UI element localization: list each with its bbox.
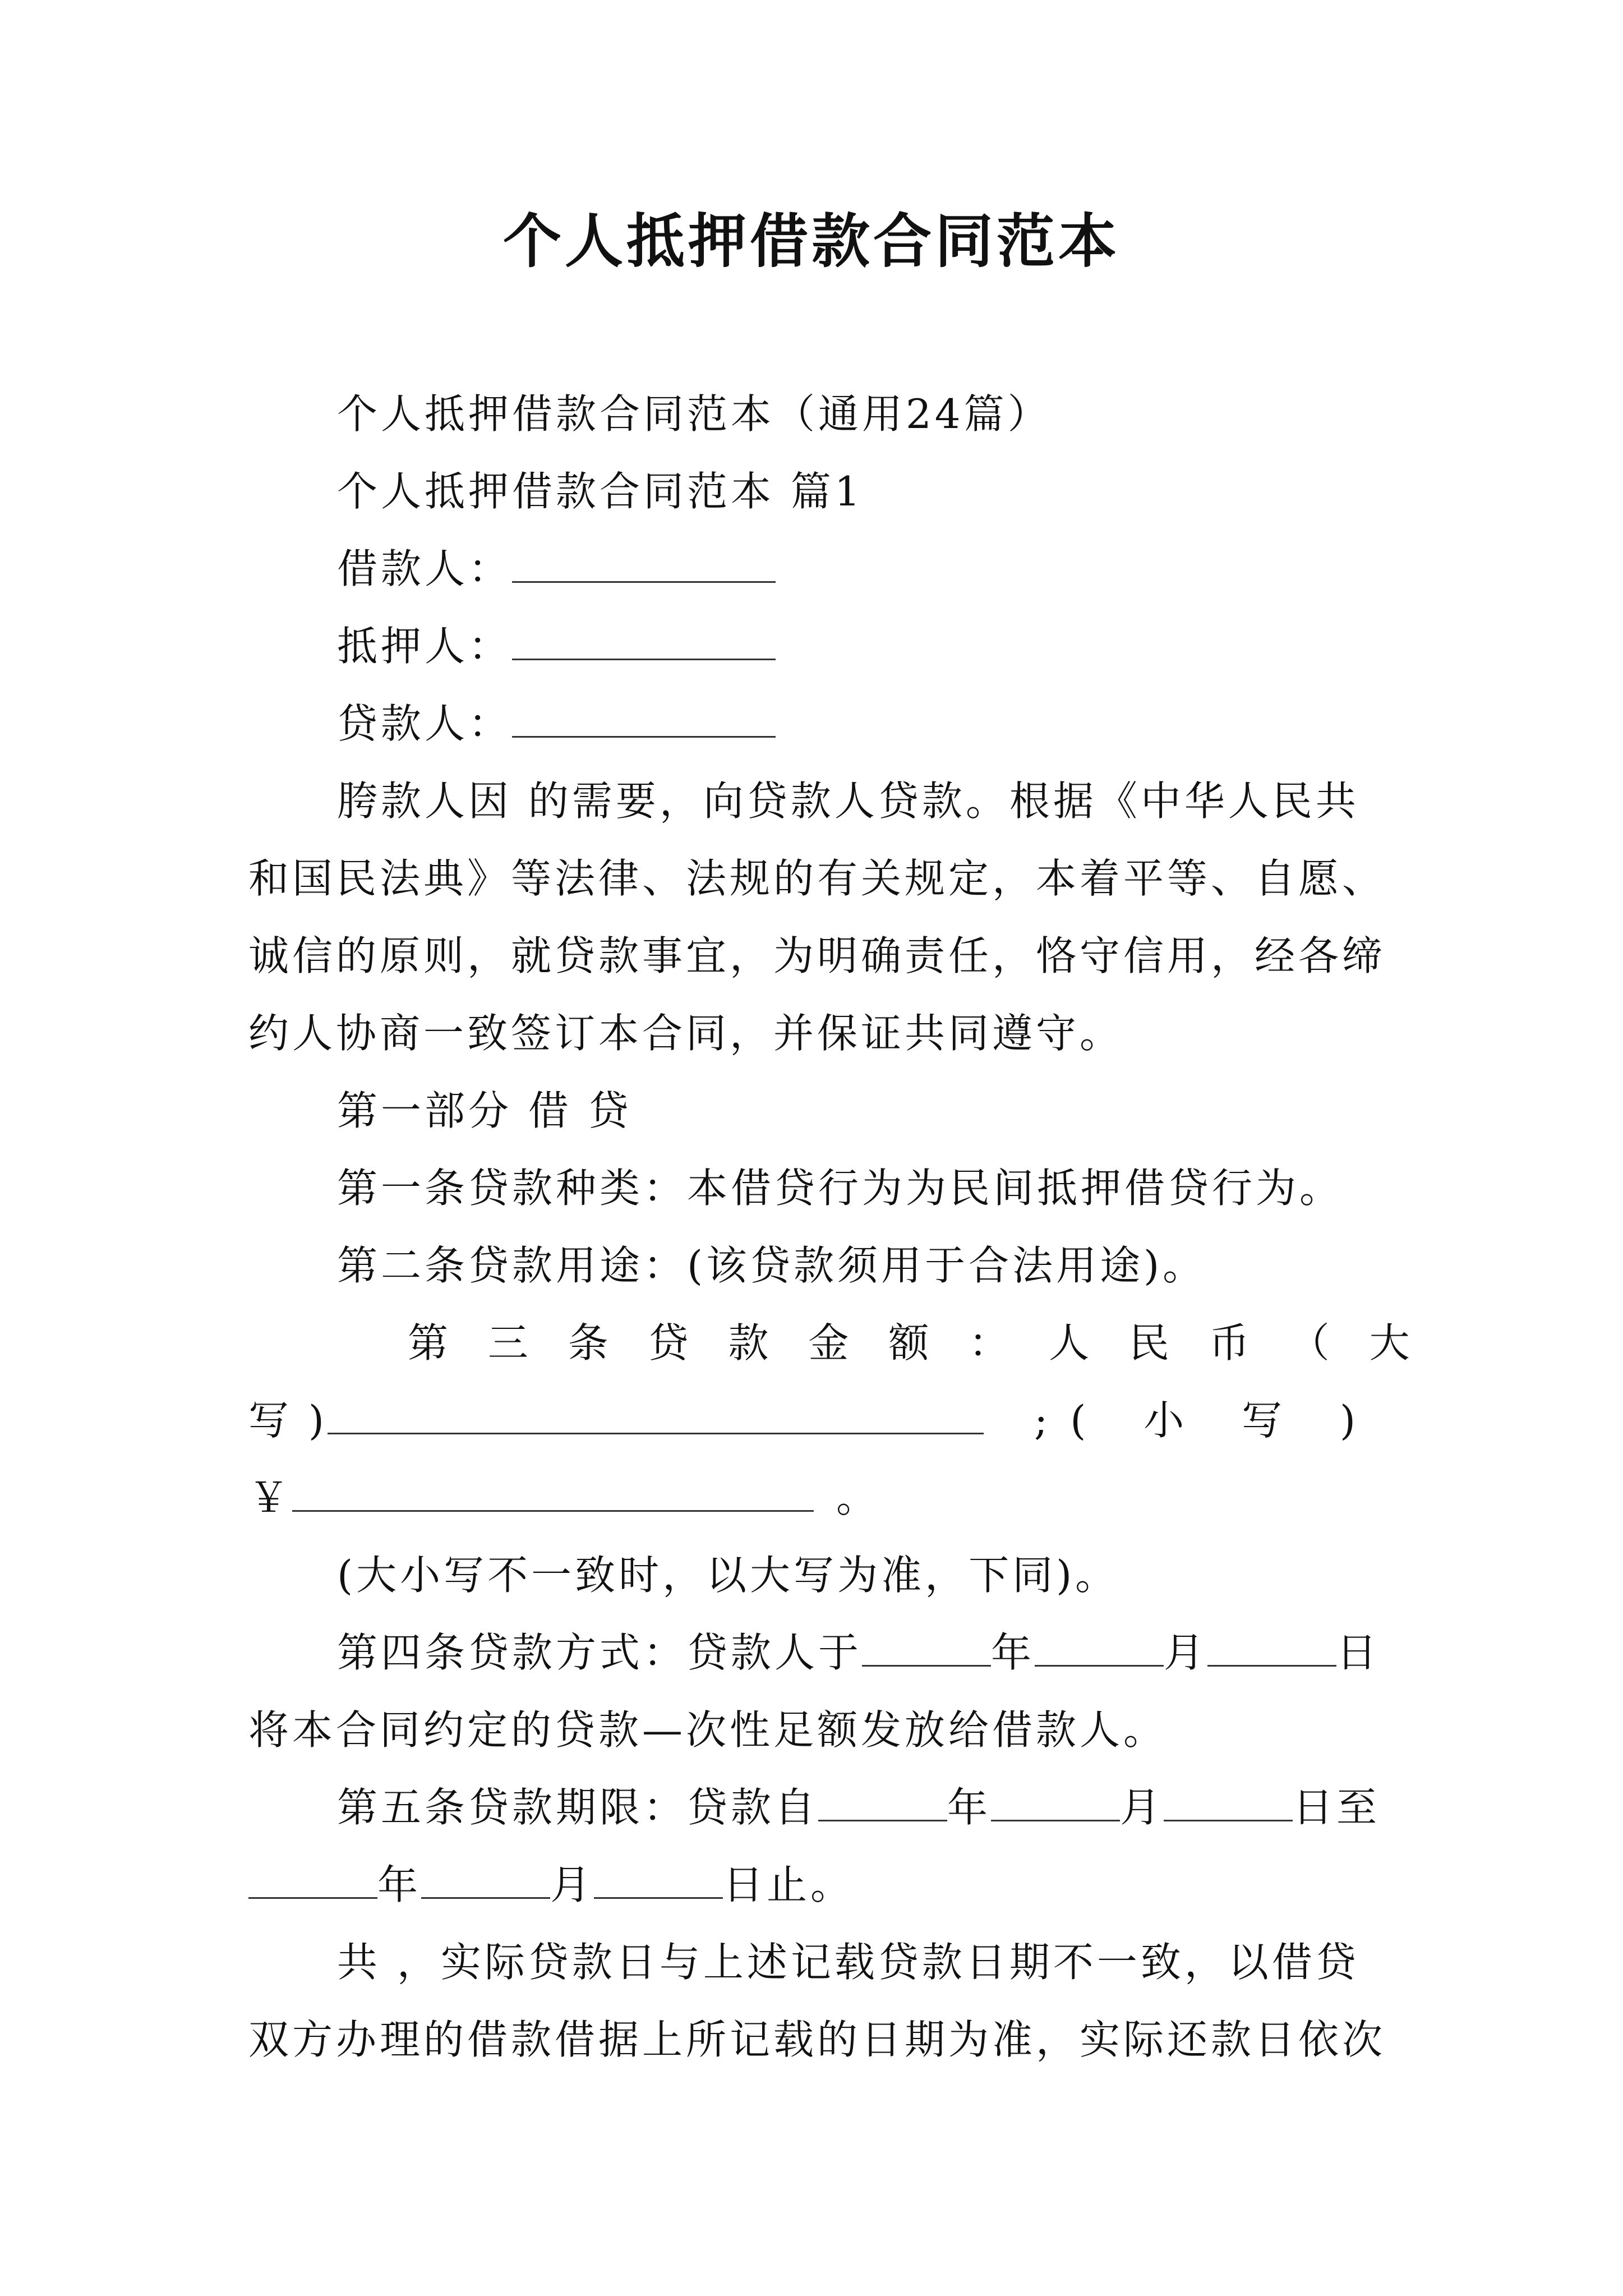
borrower-line: [337, 542, 776, 596]
mortgagor-blank: [512, 623, 776, 660]
chapter-heading: 个人抵押借款合同范本 篇1: [337, 468, 864, 515]
borrower-label: 借款人：: [337, 545, 513, 592]
article-4-line-2: 将本合同约定的贷款—次性足额发放给借款人。: [248, 1706, 1168, 1754]
year-blank: [818, 1784, 947, 1821]
year-blank: [862, 1629, 991, 1667]
day-blank: [594, 1861, 723, 1899]
article-4-line-1: [337, 1626, 1380, 1680]
article-5-line-2: [248, 1858, 854, 1912]
intro-line: 和国民法典》等法律、法规的有关规定，本着平等、自愿、: [248, 855, 1386, 902]
day-blank: [1164, 1784, 1293, 1821]
amount-uppercase-blank: [328, 1397, 984, 1434]
lender-line: [337, 697, 776, 751]
subtitle: 个人抵押借款合同范本（通用24篇）: [337, 390, 1052, 438]
sentence-end: 。: [836, 1474, 880, 1521]
day-to-label: 日至: [1293, 1784, 1381, 1831]
article-2: 第二条贷款用途：(该贷款须用于合法用途)。: [337, 1242, 1207, 1289]
intro-line: 诚信的原则，就贷款事宜，为明确责任，恪守信用，经各缔: [248, 932, 1386, 979]
day-end-label: 日止。: [723, 1861, 855, 1908]
intro-line: 约人协商一致签订本合同，并保证共同遵守。: [248, 1010, 1124, 1057]
mortgagor-line: [337, 619, 776, 673]
yen-symbol: ￥: [248, 1474, 293, 1521]
year-blank: [248, 1861, 377, 1899]
month-label: 月: [550, 1861, 594, 1908]
amount-lowercase-blank: [292, 1474, 814, 1512]
year-label: 年: [947, 1784, 992, 1831]
month-blank: [991, 1784, 1120, 1821]
article-3-line-2: [248, 1393, 1378, 1447]
tail-line: 共 ，实际贷款日与上述记载贷款日期不一致，以借贷: [337, 1939, 1359, 1986]
day-blank: [1207, 1629, 1336, 1667]
amount-uppercase-label: 写 ): [248, 1397, 328, 1444]
mortgagor-label: 抵押人：: [337, 623, 513, 670]
lender-label: 贷款人：: [337, 700, 513, 747]
month-blank: [421, 1861, 550, 1899]
article-1: 第一条贷款种类：本借贷行为为民间抵押借贷行为。: [337, 1165, 1344, 1212]
month-blank: [1035, 1629, 1164, 1667]
intro-line: 胯款人因 的需要，向贷款人贷款。根据《中华人民共: [337, 777, 1359, 825]
note: (大小写不一致时，以大写为准，下同)。: [337, 1552, 1119, 1599]
amount-lowercase-label: ;( 小 写 ): [1034, 1397, 1378, 1444]
lender-blank: [512, 700, 776, 738]
month-label: 月: [1120, 1784, 1164, 1831]
document-title: 个人抵押借款合同范本: [502, 206, 1120, 275]
article-4-label: 第四条贷款方式：贷款人于: [337, 1629, 863, 1676]
month-label: 月: [1164, 1629, 1208, 1676]
year-label: 年: [377, 1861, 422, 1908]
article-3-line-1: 第 三 条 贷 款 金 额 ： 人 民 币 （ 大: [408, 1319, 1423, 1366]
article-5-line-1: [337, 1780, 1380, 1834]
borrower-blank: [512, 545, 776, 583]
day-label: 日: [1336, 1629, 1381, 1676]
year-label: 年: [991, 1629, 1035, 1676]
part-heading: 第一部分 借 贷: [337, 1087, 632, 1134]
tail-line: 双方办理的借款借据上所记载的日期为准，实际还款日依次: [248, 2016, 1386, 2063]
article-3-line-3: [248, 1471, 880, 1525]
article-5-label: 第五条贷款期限：贷款自: [337, 1784, 819, 1831]
